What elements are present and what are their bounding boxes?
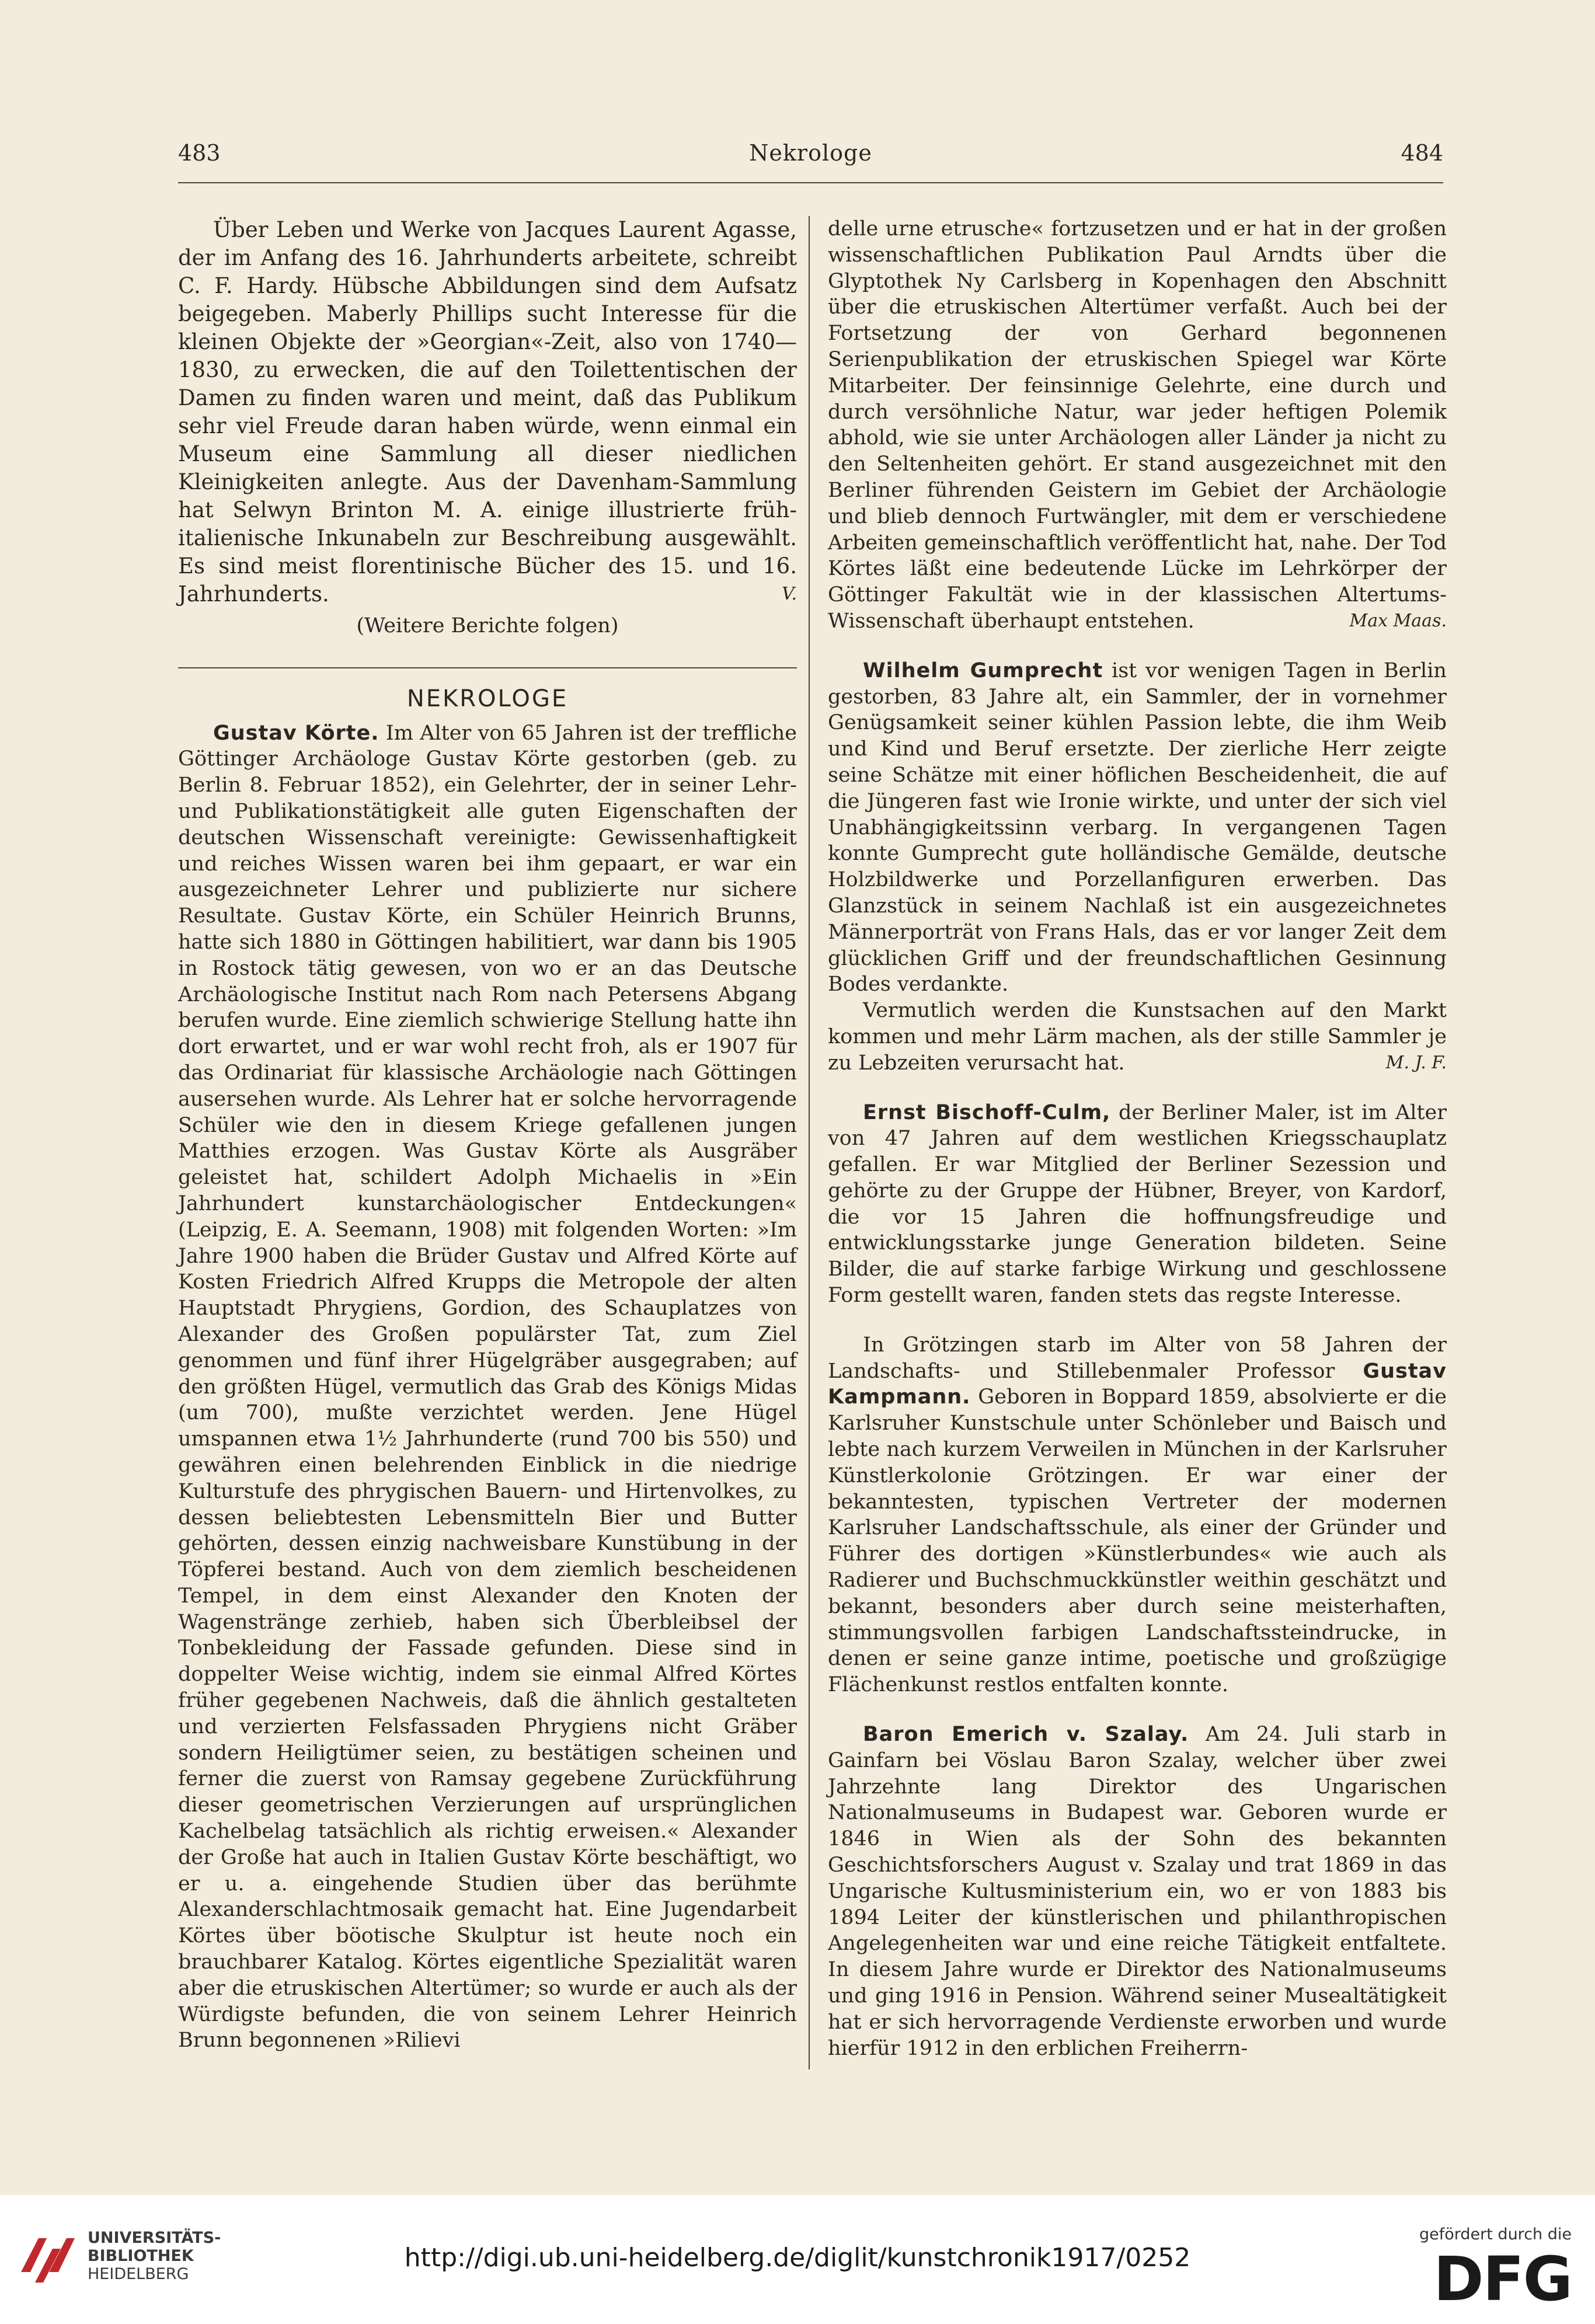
obituary-text: ist vor wenigen Tagen in Berlin gestorben, 83 Jahre alt, ein Sammler, der in vornehmer Genügsamkeit seiner kühlen Passion lebte, die ihm Weib und Kind und Beruf ersetzte. Der zierliche Herr zeigte seine Schätze mit einer höflichen Bescheidenheit, die auf die Jüngeren fast wie Ironie wirkte, und unter der sich viel Unabhängigkeitssinn verbarg. In vergangenen Tagen konnte Gumprecht gute holländische Gemälde, deutsche Holzbildwerke und Porzellanfiguren erwerben. Das Glanzstück in seinem Nachlaß ist ein ausgezeichnetes Männerporträt von Frans Hals, das er vor langer Zeit dem glücklichen Griff und der freundschaftlichen Gesinnung Bodes verdankte. (828, 658, 1447, 997)
obituary-name: Ernst Bischoff-Culm, (863, 1100, 1111, 1124)
obituary-text: delle urne etrusche« fortzusetzen und er hat in der großen wissenschaftlichen Publikation Paul Arndts über die Glyptothek Ny Carlsberg in Kopenhagen den Abschnitt über die etruskischen Altertümer verfaßt. Auch bei der Fortsetzung der von Gerhard begonnenen Serienpublikation der etruskischen Spiegel war Körte Mitarbeiter. Der feinsinnige Gelehrte, eine durch und durch versöhnliche Natur, war jeder heftigen Polemik abhold, wie sie unter Archäologen aller Länder ja nicht zu den Seltenheiten gehört. Er stand ausgezeichnet mit den Berliner führenden Geistern im Gebiet der Archäologie und blieb dennoch Furtwängler, mit dem er verschiedene Arbeiten gemeinschaftlich veröffentlicht hat, nahe. Der Tod Körtes läßt eine bedeutende Lücke im Lehrkörper der Göttinger Fakultät wie in der klassischen Altertums-Wissenschaft überhaupt entstehen. (828, 217, 1447, 633)
spacer (828, 1076, 1447, 1100)
right-column (828, 216, 1447, 2061)
obituary-text: Im Alter von 65 Jahren ist der treffliche Göttinger Archäologe Gustav Körte gestorben (geb. zu Berlin 8. Februar 1852), ein Gelehrter, der in seiner Lehr- und Publikationstätigkeit alle guten Eigenschaften der deutschen Wissenschaft vereinigte: Gewissenhaftigkeit und reiches Wissen waren bei ihm gepaart, er war ein ausgezeichneter Lehrer und publizierte nur sichere Resultate. Gustav Körte, ein Schüler Heinrich Brunns, hatte sich 1880 in Göttingen habilitiert, war dann bis 1905 in Rostock tätig gewesen, von wo er an das Deutsche Archäologische Institut nach Rom nach Petersens Abgang berufen wurde. Eine ziemlich schwierige Stellung hatte ihn dort erwartet, und er war wohl recht froh, als er 1907 für das Ordinariat für klassische Archäologie nach Göttingen ausersehen wurde. Als Lehrer hat er solche hervorragende Schüler wie den in diesem Kriege gefallenen jungen Matthies erzogen. Was Gustav Körte als Ausgräber geleistet hat, schildert Adolph Michaelis in »Ein Jahrhundert kunstarchäologischer Entdeckungen« (Leipzig, E. A. Seemann, 1908) mit folgenden Worten: »Im Jahre 1900 haben die Brüder Gustav und Alfred Körte auf Kosten Friedrich Alfred Krupps die Metropole der alten Hauptstadt Phrygiens, Gordion, des Schauplatzes von Alexander des Großen populärster Tat, zum Ziel genommen und fünf ihrer Hügelgräber ausgegraben; auf den größten Hügel, vermutlich das Grab des Königs Midas (um 700), mußte verzichtet werden. Jene Hügel umspannen etwa 1½ Jahrhunderte (rund 700 bis 550) und gewähren einen belehrenden Einblick in die niedrige Kulturstufe des phrygischen Bauern- und Hirtenvolkes, zu dessen beliebtesten Lebensmitteln Bier und Butter gehörten, dessen einzig nachweisbare Kunstübung in der Töpferei bestand. Auch von dem ziemlich bescheidenen Tempel, in dem einst Alexander den Knoten der Wagenstränge zerhieb, haben sich Überbleibsel der Tonbekleidung der Fassade gefunden. Diese sind in doppelter Weise wichtig, indem sie einmal Alfred Körtes früher gegebenen Nachweis, daß die ähnlich gestalteten und verzierten Felsfassaden Phrygiens nicht Gräber sondern Heiligtümer seien, zu bestätigen scheinen und ferner die zuerst von Ramsay gegebene Zurückführung dieser geometrischen Verzierungen auf ursprünglichen Kachelbelag tatsächlich als richtig erweisen.« Alexander der Große hat auch in Italien Gustav Körte beschäftigt, wo er u. a. eingehende Studien über das berühmte Alexanderschlachtmosaik gemacht hat. Eine Jugendarbeit Körtes über böotische Skulptur ist heute noch ein brauchbarer Katalog. Körtes eigentliche Spezialität waren aber die etruskischen Altertümer; so wurde er auch als der Würdigste befunden, die von seinem Lehrer Heinrich Brunn begonnenen »Rilievi (178, 721, 797, 2053)
running-title: Nekrologe (749, 140, 872, 166)
obituary-gumprecht (828, 658, 1447, 998)
obituary-koerte-continued (828, 216, 1447, 635)
section-heading: NEKROLOGE (406, 685, 569, 712)
obituary-gumprecht-2 (828, 998, 1447, 1076)
dfg-logo: DFG (1433, 2243, 1572, 2315)
obituary-author: Max Maas. (1349, 610, 1447, 631)
obituary-bischoff (828, 1100, 1447, 1309)
obituary-text: Geboren in Boppard 1859, absolvierte er die Karlsruher Kunstschule unter Schönleber und Baisch und lebte nach kurzem Verweilen in München in der Karlsruher Künstlerkolonie Grötzingen. Er war einer der bekanntesten, typischen Vertreter der modernen Karlsruher Landschaftsschule, als einer der Gründer und Führer des dortigen »Künstlerbundes« wie auch als Radierer und Buchschmuckkünstler weithin geschätzt und bekannt, besonders aber durch seine meisterhaften, stimmungsvollen farbigen Landschaftssteindrucke, in denen er seine ganze intime, poetische und großzügige Flächenkunst restlos entfalten konnte. (828, 1385, 1447, 1697)
page-number-right: 484 (1401, 140, 1443, 166)
obituary-szalay (828, 1722, 1447, 2061)
obituary-text: In Grötzingen starb im Alter von 58 Jahren der Landschafts- und Stillebenmaler Professor (828, 1333, 1447, 1383)
spacer (828, 635, 1447, 658)
obituary-text: der Berliner Maler, ist im Alter von 47 Jahren auf dem westlichen Kriegsschauplatz gefallen. Er war Mitglied der Berliner Sezession und gehörte zu der Gruppe der Hübner, Breyer, von Kardorf, die vor 15 Jahren die hoffnungsfreudige und entwicklungsstarke junge Generation bildeten. Seine Bilder, die auf starke farbige Wirkung und geschlossene Form gestellt waren, fanden stets das regste Interesse. (828, 1100, 1447, 1308)
obituary-text: Vermutlich werden die Kunstsachen auf den Markt kommen und mehr Lärm machen, als der stille Sammler je zu Lebzeiten verursacht hat. (828, 999, 1447, 1075)
obituary-koerte (178, 720, 797, 2054)
obituary-name: Baron Emerich v. Szalay. (863, 1723, 1189, 1747)
obituary-text: Am 24. Juli starb in Gainfarn bei Vöslau Baron Szalay, welcher über zwei Jahrzehnte lang Direktor des Ungarischen Nationalmuseums in Budapest war. Geboren wurde er 1846 in Wien als der Sohn des bekannten Geschichtsforschers August v. Szalay und trat 1869 in das Ungarische Kultusministerium ein, wo er von 1883 bis 1894 Leiter der künstlerischen und philanthropischen Angelegenheiten war und eine reiche Tätigkeit entfaltete. In diesem Jahre wurde er Direktor des Nationalmuseums und ging 1916 in Pension. Während seiner Musealtätigkeit hat er sich hervorragende Verdienste erworben und wurde hierfür 1912 in den erblichen Freiherrn- (828, 1723, 1447, 2060)
page-number-left: 483 (178, 140, 221, 166)
obituary-author: M. J. F. (1385, 1052, 1447, 1073)
obituary-kampmann (828, 1332, 1447, 1698)
spacer (828, 1698, 1447, 1722)
page-header (178, 140, 1443, 181)
column-divider (809, 216, 810, 2069)
library-line-2: BIBLIOTHEK (88, 2247, 194, 2265)
more-reports-note: (Weitere Berichte folgen) (356, 614, 619, 637)
library-line-3: HEIDELBERG (88, 2265, 189, 2283)
library-line-1: UNIVERSITÄTS- (88, 2229, 221, 2247)
section-divider (178, 667, 797, 668)
left-column (178, 216, 797, 2054)
funded-by-note: gefördert durch die (1419, 2225, 1572, 2243)
obituary-name: Gustav Körte. (213, 721, 379, 745)
intro-initial: V. (782, 584, 797, 604)
spacer (828, 1309, 1447, 1332)
header-rule (178, 182, 1443, 183)
obituary-name: Gustav Kampmann. (828, 1359, 1447, 1409)
source-url-link[interactable]: http://digi.ub.uni-heidelberg.de/diglit/kunstchronik1917/0252 (404, 2243, 1191, 2273)
obituary-name: Wilhelm Gumprecht (863, 658, 1103, 682)
intro-text: Über Leben und Werke von Jacques Laurent Agasse, der im Anfang des 16. Jahrhunderts arbeitete, schreibt C. F. Hardy. Hübsche Abbildungen sind dem Aufsatz beigegeben. Maberly Phillips sucht Interesse für die kleinen Objekte der »Georgian«-Zeit, also von 1740—1830, zu erwecken, die auf den Toilettentischen der Damen zu finden waren und meint, daß das Publikum sehr viel Freude daran haben würde, wenn einmal ein Museum eine Sammlung all dieser niedlichen Kleinigkeiten anlegte. Aus der Davenham-Sammlung hat Selwyn Brinton M. A. einige illustrierte früh-italienische Inkunabeln zur Beschreibung ausgewählt. Es sind meist florentinische Bücher des 15. und 16. Jahrhunderts. (178, 217, 797, 607)
footer-bar (0, 2195, 1595, 2324)
intro-paragraph (178, 216, 797, 608)
